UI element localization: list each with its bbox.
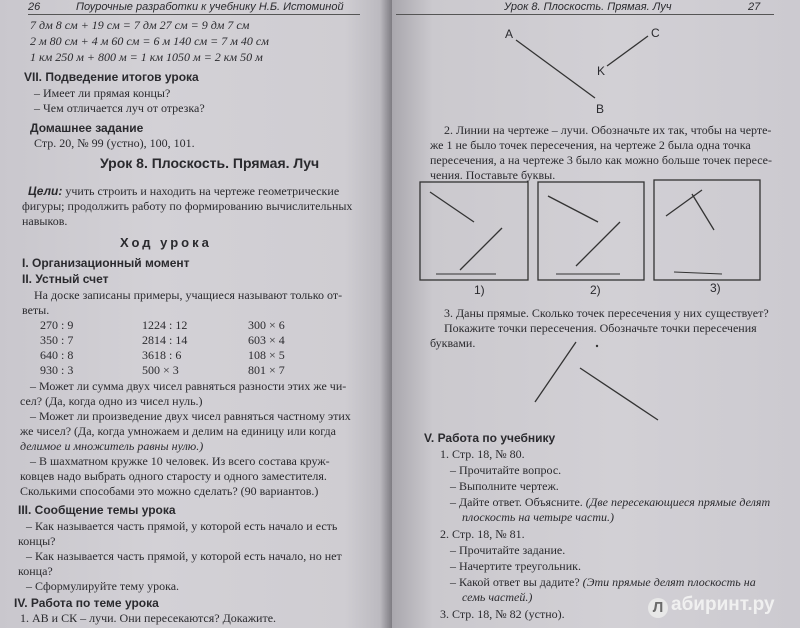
topic-line: конца? xyxy=(18,564,53,578)
textbook-line xyxy=(440,607,565,621)
right-running-title: Урок 8. Плоскость. Прямая. Луч xyxy=(504,1,672,13)
textbook-line-answer: плоскость на четыре части.) xyxy=(462,510,614,524)
example-cell: 350 : 7 xyxy=(40,333,74,347)
work-heading: IV. Работа по теме урока xyxy=(14,596,159,610)
label-b: B xyxy=(596,102,605,116)
textbook-line-answer: семь частей.) xyxy=(462,590,533,604)
oral-question: же чисел? (Да, когда умножаем и делим на единицу или когда xyxy=(20,424,336,438)
work-line: 1. АВ и СК – лучи. Они пересекаются? Докажите. xyxy=(20,611,277,625)
oral-question: – В шахматном кружке 10 человек. Из всего состава круж- xyxy=(30,454,330,468)
example-cell: 603 × 4 xyxy=(248,333,285,347)
calc-line: 2 м 80 см + 4 м 60 см = 6 м 140 см = 7 м 40 см xyxy=(30,34,269,48)
watermark-logo-icon: Л xyxy=(648,598,668,618)
textbook-line-text: – Дайте ответ. Объясните. xyxy=(450,495,583,509)
oral-question: делимое и множитель равны нулю.) xyxy=(20,439,204,453)
example-cell: 930 : 3 xyxy=(40,363,74,377)
drawings-figure xyxy=(392,176,800,300)
task2-line: пересечения, а на чертеже 3 было как можно больше точек пересе- xyxy=(430,153,772,167)
textbook-line-text: – Прочитайте задание. xyxy=(450,543,566,557)
textbook-line-text: 2. Стр. 18, № 81. xyxy=(440,527,525,541)
example-cell: 2814 : 14 xyxy=(142,333,188,347)
summary-question: – Имеет ли прямая концы? xyxy=(34,86,171,100)
topic-line: – Как называется часть прямой, у которой есть начало, но нет xyxy=(26,549,342,563)
oral-intro: веты. xyxy=(22,303,50,317)
textbook-line xyxy=(440,527,525,541)
left-page xyxy=(0,0,392,628)
goals-text: учить строить и находить на чертеже геометрические xyxy=(65,184,340,198)
textbook-line xyxy=(440,447,525,461)
homework-heading: Домашнее задание xyxy=(30,121,144,135)
textbook-line-answer: (Эти прямые делят плоскость на xyxy=(579,575,756,589)
oral-question: Сколькими способами это можно сделать? (90 вариантов.) xyxy=(20,484,319,498)
left-page-number: 26 xyxy=(28,1,41,13)
goals-line xyxy=(28,184,339,198)
lines-figure xyxy=(392,330,800,430)
drawing-2-ray xyxy=(576,222,620,266)
drawing-3-ray xyxy=(692,194,714,230)
textbook-line xyxy=(450,479,559,493)
textbook-line xyxy=(450,575,756,589)
textbook-line xyxy=(450,559,581,573)
task3-line: Покажите точки пересечения. Обозначьте точки пересечения xyxy=(444,321,757,335)
lesson-title: Урок 8. Плоскость. Прямая. Луч xyxy=(100,155,320,171)
line-two xyxy=(580,368,658,420)
textbook-line xyxy=(450,543,565,557)
textbook-line-text: 3. Стр. 18, № 82 (устно). xyxy=(440,607,565,621)
calc-line: 7 дм 8 см + 19 см = 7 дм 27 см = 9 дм 7 см xyxy=(30,18,250,32)
drawing-1-spacer xyxy=(480,220,524,232)
textbook-line-answer: (Две пересекающиеся прямые делят xyxy=(582,495,771,509)
watermark-text: абиринт.ру xyxy=(671,594,775,615)
textbook-line-text: 1. Стр. 18, № 80. xyxy=(440,447,525,461)
drawing-2-ray xyxy=(548,196,598,222)
drawing-3-ray xyxy=(666,190,702,216)
textbook-line-text: – Какой ответ вы дадите? xyxy=(450,575,580,589)
summary-question: – Чем отличается луч от отрезка? xyxy=(34,101,205,115)
oral-heading: II. Устный счет xyxy=(22,272,109,286)
textbook-line xyxy=(450,495,770,509)
example-cell: 108 × 5 xyxy=(248,348,285,362)
rays-figure xyxy=(392,0,800,130)
drawing-label-2: 2) xyxy=(590,283,601,297)
textbook-line-text: – Прочитайте вопрос. xyxy=(450,463,562,477)
task2-line: чения. Поставьте буквы. xyxy=(430,168,556,182)
right-page xyxy=(392,0,800,628)
textbook-line-text: – Начертите треугольник. xyxy=(450,559,581,573)
oral-question: – Может ли сумма двух чисел равняться разности этих же чи- xyxy=(30,379,347,393)
topic-line: концы? xyxy=(18,534,56,548)
oral-question: – Может ли произведение двух чисел равняться частному этих xyxy=(30,409,351,423)
example-cell: 300 × 6 xyxy=(248,318,285,332)
drawing-1-ray xyxy=(430,192,474,222)
task2-line: же 1 не было точек пересечения, на чертеже 2 была одна точка xyxy=(430,138,751,152)
line-one xyxy=(535,342,576,402)
calc-line: 1 км 250 м + 800 м = 1 км 1050 м = 2 км 50 м xyxy=(30,50,263,64)
example-cell: 640 : 8 xyxy=(40,348,74,362)
oral-question: ковцев надо выбрать одного старосту и одного заместителя. xyxy=(20,469,327,483)
watermark xyxy=(648,594,775,618)
ray-ab-line xyxy=(516,40,595,98)
drawing-label-3: 3) xyxy=(710,281,721,295)
task2-line: 2. Линии на чертеже – лучи. Обозначьте их так, чтобы на черте- xyxy=(444,123,772,137)
label-k: K xyxy=(597,64,606,78)
label-a: A xyxy=(505,27,514,41)
textbook-line-text: – Выполните чертеж. xyxy=(450,479,559,493)
goals-line: навыков. xyxy=(22,214,68,228)
example-cell: 3618 : 6 xyxy=(142,348,182,362)
drawing-3-frame xyxy=(654,180,760,280)
point-dot xyxy=(596,345,598,347)
org-heading: I. Организационный момент xyxy=(22,256,190,270)
example-cell: 801 × 7 xyxy=(248,363,285,377)
oral-intro: На доске записаны примеры, учащиеся называют только от- xyxy=(34,288,343,302)
example-cell: 500 × 3 xyxy=(142,363,179,377)
goals-line: фигуры; продолжить работу по формированию вычислительных xyxy=(22,199,353,213)
ray-ck-line xyxy=(607,36,648,66)
topic-line: – Сформулируйте тему урока. xyxy=(26,579,180,593)
textbook-line xyxy=(462,510,614,524)
right-page-number: 27 xyxy=(748,1,761,13)
label-c: C xyxy=(651,26,660,40)
example-cell: 270 : 9 xyxy=(40,318,74,332)
topic-line: – Как называется часть прямой, у которой есть начало и есть xyxy=(26,519,338,533)
textbook-line xyxy=(462,590,532,604)
left-page-header xyxy=(28,0,360,15)
oral-question: сел? (Да, когда одно из чисел нуль.) xyxy=(20,394,203,408)
goals-label: Цели: xyxy=(28,184,63,198)
summary-heading: VII. Подведение итогов урока xyxy=(24,70,199,84)
drawing-label-1: 1) xyxy=(474,283,485,297)
homework-text: Стр. 20, № 99 (устно), 100, 101. xyxy=(34,136,195,150)
textbook-heading: V. Работа по учебнику xyxy=(424,431,556,445)
drawing-3-answer-line xyxy=(674,272,722,274)
drawing-1-ray xyxy=(460,228,502,270)
task3-line: буквами. xyxy=(430,336,476,350)
left-running-title: Поурочные разработки к учебнику Н.Б. Истоминой xyxy=(76,1,344,13)
topic-heading: III. Сообщение темы урока xyxy=(18,503,176,517)
textbook-line xyxy=(450,463,561,477)
task3-line: 3. Даны прямые. Сколько точек пересечения у них существует? xyxy=(444,306,769,320)
drawing-2-frame xyxy=(538,182,644,280)
example-cell: 1224 : 12 xyxy=(142,318,188,332)
course-heading: Ход урока xyxy=(120,235,212,250)
